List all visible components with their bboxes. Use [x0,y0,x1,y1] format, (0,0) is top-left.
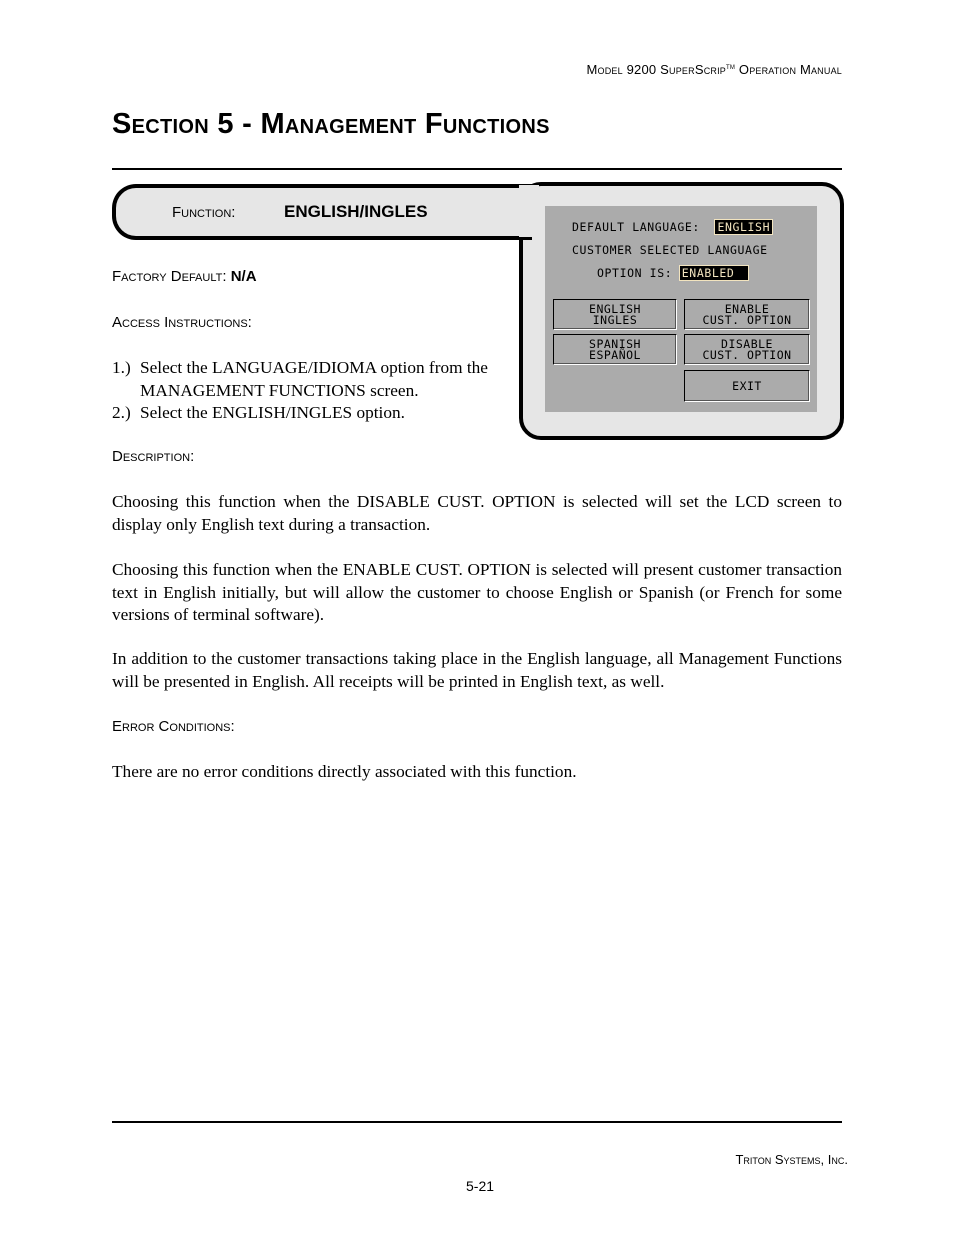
disable-button-line1: DISABLE [721,336,773,351]
spanish-button-line1: SPANISH [589,336,641,351]
exit-button-label: EXIT [732,378,762,393]
lcd-option-value: ENABLED [680,266,749,280]
lcd-default-language-value: ENGLISH [717,220,771,234]
lcd-customer-selected-line: CUSTOMER SELECTED LANGUAGE [572,243,768,257]
enable-button-line2: CUST. OPTION [702,312,792,327]
disable-cust-option-button[interactable] [684,334,810,365]
lcd-option-line [597,266,748,280]
spanish-espanol-button[interactable] [553,334,677,365]
lcd-option-label: OPTION IS: [597,266,673,280]
running-header [586,62,842,77]
access-instructions-heading: Access Instructions: [112,314,252,331]
step-text: Select the ENGLISH/INGLES option. [140,403,405,422]
function-banner [112,184,532,240]
access-step-2 [112,402,507,425]
english-button-line1: ENGLISH [589,301,641,316]
description-paragraph-2: Choosing this function when the ENABLE CUST. OPTION is selected will present customer transaction text in English initially, but will allow the customer to choose English or Spanish (or French for some versions of terminal software). [112,560,842,624]
title-rule [112,168,842,170]
footer-company: Triton Systems, Inc. [735,1152,848,1167]
english-ingles-button[interactable] [553,299,677,330]
error-conditions-text: There are no error conditions directly associated with this function. [112,762,577,781]
spanish-button-line2: ESPAÑOL [589,347,641,362]
header-model: Model 9200 SuperScrip [586,62,726,77]
page-number: 5-21 [466,1178,495,1194]
step-text: Select the LANGUAGE/IDIOMA option from the MANAGEMENT FUNCTIONS screen. [140,358,488,400]
lcd-default-language-line [572,220,772,234]
factory-default-label: Factory Default: [112,268,227,285]
trademark-mark: TM [726,65,736,71]
factory-default-value: N/A [230,268,257,285]
function-label: Function: [172,204,236,221]
error-conditions-heading: Error Conditions: [112,718,235,735]
access-step-1 [112,357,507,402]
exit-button[interactable] [684,370,810,402]
step-number: 2.) [112,403,131,422]
description-heading: Description: [112,448,195,465]
english-button-line2: INGLES [592,312,638,327]
footer-rule [112,1121,842,1123]
factory-default-line [112,268,257,285]
description-paragraph-1: Choosing this function when the DISABLE CUST. OPTION is selected will set the LCD screen to display only English text during a transaction. [112,492,842,534]
lcd-default-language-label: DEFAULT LANGUAGE: [572,220,700,234]
description-paragraph-3: In addition to the customer transactions taking place in the English language, all Management Functions will be presented in English. All receipts will be printed in English text, as well. [112,649,842,691]
header-manual: Operation Manual [738,62,842,77]
section-title: Section 5 - Management Functions [112,108,550,140]
enable-button-line1: ENABLE [724,301,770,316]
enable-cust-option-button[interactable] [684,299,810,330]
banner-joint [519,185,539,237]
disable-button-line2: CUST. OPTION [702,347,792,362]
lcd-screen [545,206,817,412]
step-number: 1.) [112,358,131,377]
function-name: ENGLISH/INGLES [284,202,428,221]
